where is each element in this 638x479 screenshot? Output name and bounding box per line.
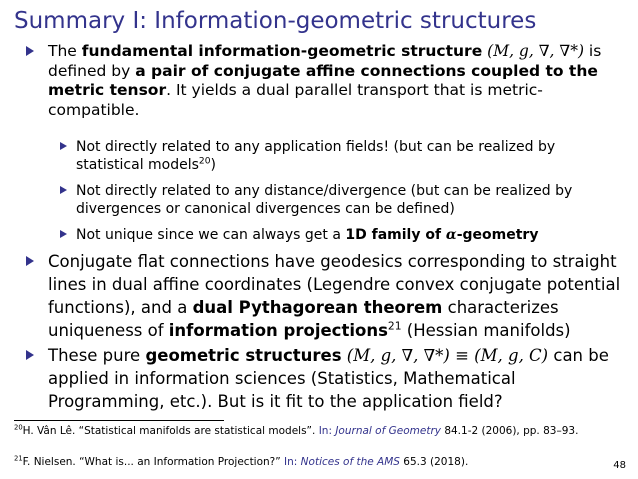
bullet-pure-structures: These pure geometric structures (M, g, ∇, ∇*) ≡ (M, g, C) can be applied in information sciences (Statistics, Mathematical Programming, etc.). But is it fit to the application field? bbox=[14, 344, 626, 413]
math-structure: (M, g, ∇, ∇*) ≡ (M, g, C) bbox=[341, 346, 549, 365]
citation-link[interactable]: In: bbox=[284, 456, 301, 468]
footnote-ref-20[interactable]: 20 bbox=[198, 156, 211, 167]
citation-link[interactable]: In: bbox=[318, 425, 336, 437]
bullet-fundamental-structure: The fundamental information-geometric structure (M, g, ∇, ∇*) is defined by a pair of conjugate affine connections coupled to the metric tensor. It yields a dual parallel transport that is metric-compatible. bbox=[14, 42, 626, 120]
sub-bullet-not-unique: Not unique since we can always get a 1D family of α-geometry bbox=[60, 226, 626, 244]
sub-bullet-arrow-icon bbox=[60, 230, 67, 238]
sub-bullet-arrow-icon bbox=[60, 186, 67, 194]
sub-bullet-divergence: Not directly related to any distance/divergence (but can be realized by divergences or canonical divergences can be defined) bbox=[60, 182, 626, 218]
bold-phrase: fundamental information-geometric structure bbox=[81, 42, 483, 60]
journal-title[interactable]: Journal of Geometry bbox=[335, 425, 441, 437]
page-number: 48 bbox=[613, 460, 626, 471]
math-structure: (M, g, ∇, ∇*) bbox=[482, 42, 584, 60]
bullet-arrow-icon bbox=[26, 350, 34, 360]
journal-title[interactable]: Notices of the AMS bbox=[300, 456, 400, 468]
footnote-ref-21[interactable]: 21 bbox=[387, 319, 402, 333]
sub-bullet-application-fields: Not directly related to any application fields! (but can be realized by statistical models$^{20}$) bbox=[60, 138, 626, 174]
footnote-divider bbox=[14, 420, 224, 421]
bullet-conjugate-flat: Conjugate flat connections have geodesics corresponding to straight lines in dual affine coordinates (Legendre convex conjugate potential functions), and a dual Pythagorean theorem characterizes uniqueness of information projections$^{21}$ (Hessian manifolds) bbox=[14, 250, 626, 342]
slide-title: Summary I: Information-geometric structures bbox=[14, 8, 537, 34]
bold-phrase: a pair of conjugate affine connections coupled to the metric tensor bbox=[48, 61, 598, 99]
footnote-20: $^{20}$H. Vân Lê. “Statistical manifolds are statistical models”. In: Journal of Geometry 84.1-2 (2006), pp. 83–93. bbox=[14, 423, 579, 437]
bullet-arrow-icon bbox=[26, 256, 34, 266]
sub-bullet-arrow-icon bbox=[60, 142, 67, 150]
bullet-arrow-icon bbox=[26, 46, 34, 56]
footnote-21: $^{21}$F. Nielsen. “What is... an Information Projection?” In: Notices of the AMS 65.3 (2018). bbox=[14, 454, 469, 468]
